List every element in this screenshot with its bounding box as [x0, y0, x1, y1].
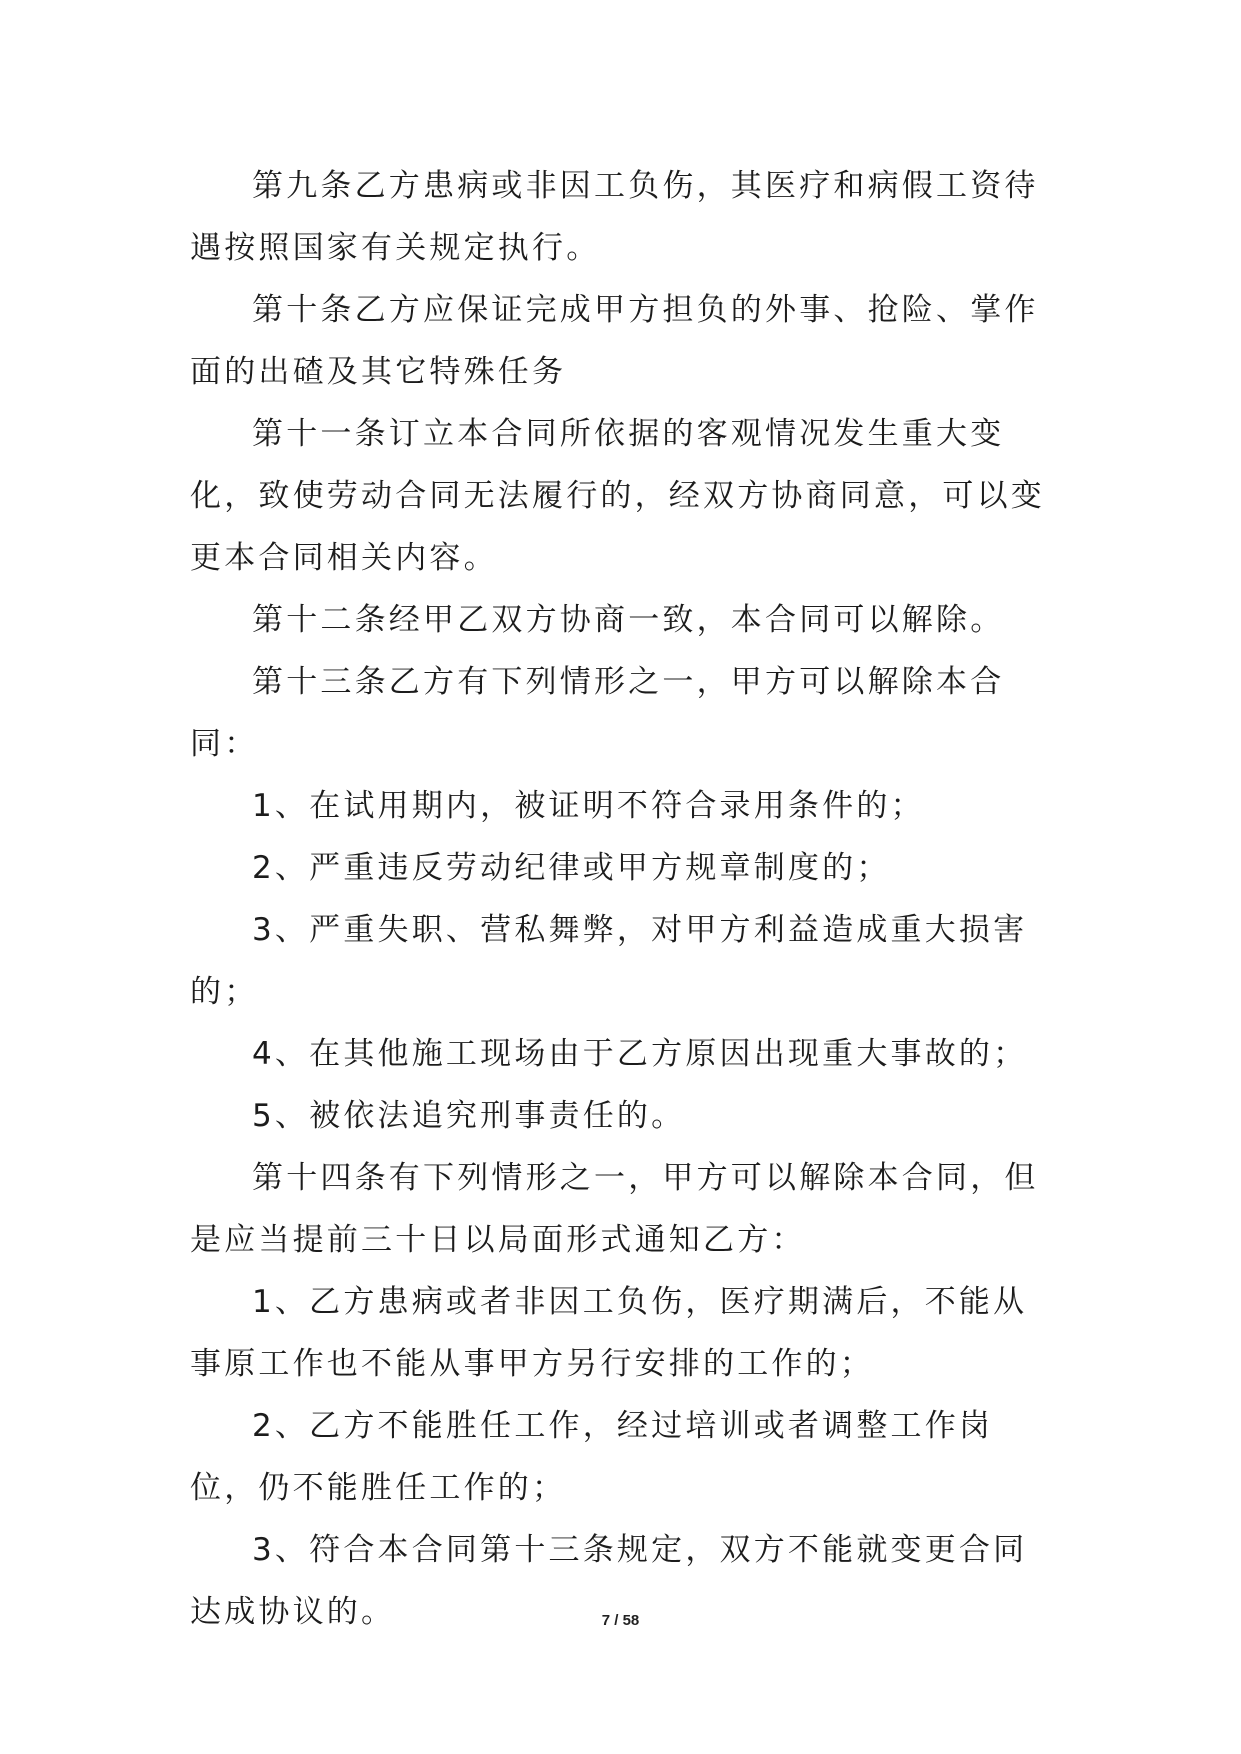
- paragraph-article-11: 第十一条订立本合同所依据的客观情况发生重大变化，致使劳动合同无法履行的，经双方协商同意，可以变更本合同相关内容。: [190, 416, 1045, 576]
- page-number: 7 / 58: [601, 1612, 640, 1629]
- list-item-13-3: 3、严重失职、营私舞弊，对甲方利益造成重大损害的；: [190, 912, 1028, 1010]
- paragraph-article-14: 第十四条有下列情形之一，甲方可以解除本合同，但是应当提前三十日以局面形式通知乙方：: [190, 1160, 1039, 1258]
- list-item-13-4: 4、在其他施工现场由于乙方原因出现重大事故的；: [252, 1036, 1028, 1072]
- list-item-13-2: 2、严重违反劳动纪律或甲方规章制度的；: [252, 850, 891, 886]
- list-item-14-2: 2、乙方不能胜任工作，经过培训或者调整工作岗位，仍不能胜任工作的；: [190, 1408, 994, 1506]
- paragraph-article-10: 第十条乙方应保证完成甲方担负的外事、抢险、掌作面的出碴及其它特殊任务: [190, 292, 1039, 390]
- list-item-14-1: 1、乙方患病或者非因工负伤，医疗期满后，不能从事原工作也不能从事甲方另行安排的工作的；: [190, 1284, 1028, 1382]
- document-body: [190, 155, 1050, 1643]
- paragraph-article-13: 第十三条乙方有下列情形之一，甲方可以解除本合同：: [190, 664, 1005, 762]
- paragraph-article-12: 第十二条经甲乙双方协商一致，本合同可以解除。: [252, 602, 1005, 638]
- paragraph-article-9: 第九条乙方患病或非因工负伤，其医疗和病假工资待遇按照国家有关规定执行。: [190, 168, 1039, 266]
- list-item-14-3: 3、符合本合同第十三条规定，双方不能就变更合同达成协议的。: [190, 1532, 1028, 1630]
- list-item-13-1: 1、在试用期内，被证明不符合录用条件的；: [252, 788, 925, 824]
- list-item-13-5: 5、被依法追究刑事责任的。: [252, 1098, 686, 1134]
